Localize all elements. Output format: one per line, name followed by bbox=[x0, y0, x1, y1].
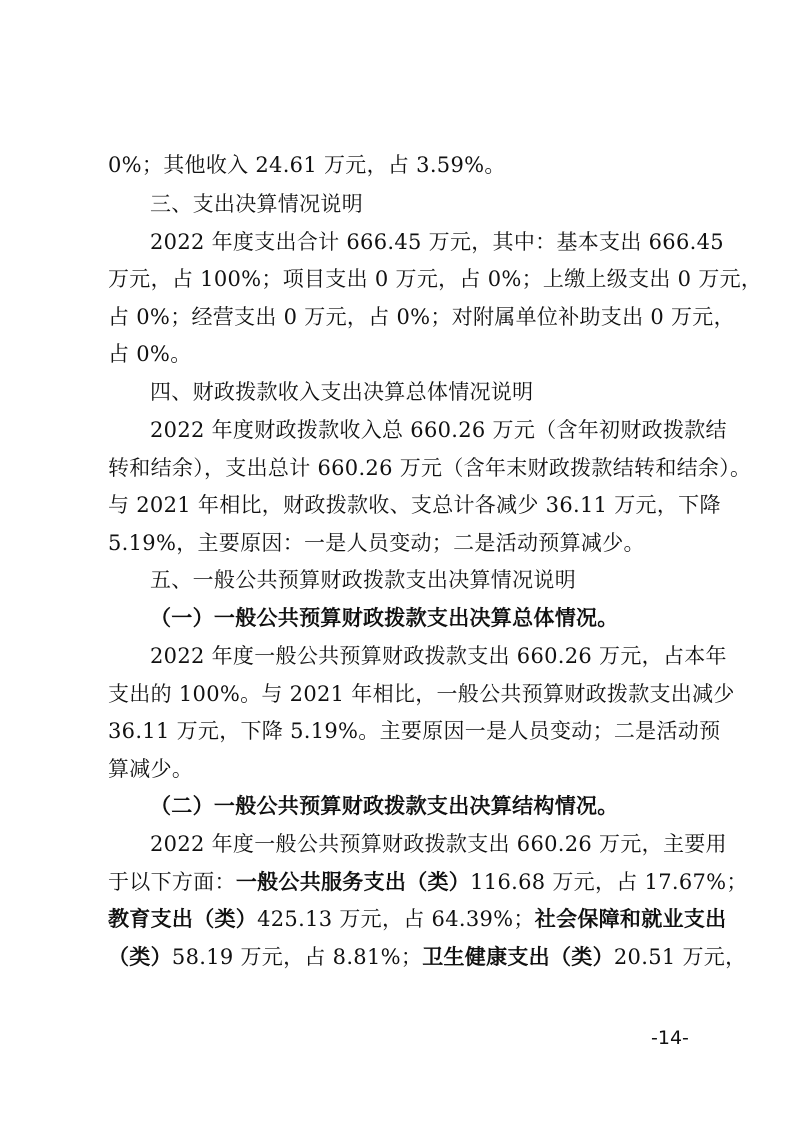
bold-category: 社会保障和就业支出 bbox=[534, 906, 727, 931]
paragraph-line-mixed bbox=[108, 942, 747, 972]
paragraph-line: 5.19%，主要原因：一是人员变动；二是活动预算减少。 bbox=[108, 531, 645, 555]
paragraph-line: 与 2021 年相比，财政拨款收、支总计各减少 36.11 万元，下降 bbox=[108, 493, 721, 517]
paragraph-line: 支出的 100%。与 2021 年相比，一般公共预算财政拨款支出减少 bbox=[108, 682, 735, 706]
paragraph-line: 万元，占 100%；项目支出 0 万元，占 0%；上缴上级支出 0 万元， bbox=[108, 267, 763, 291]
text-run: 20.51 万元， bbox=[613, 945, 747, 969]
subsection-heading: （一）一般公共预算财政拨款支出决算总体情况。 bbox=[150, 605, 619, 630]
text-run: 于以下方面： bbox=[108, 870, 236, 894]
text-run: 425.13 万元，占 64.39%； bbox=[257, 907, 535, 931]
page-number: -14- bbox=[651, 1027, 689, 1049]
paragraph-line-mixed bbox=[108, 904, 727, 934]
paragraph-line: 转和结余），支出总计 660.26 万元（含年末财政拨款结转和结余）。 bbox=[108, 456, 752, 480]
bold-category: 一般公共服务支出（类） bbox=[235, 869, 471, 894]
paragraph-line-mixed bbox=[108, 867, 748, 897]
paragraph-line: 2022 年度一般公共预算财政拨款支出 660.26 万元，主要用 bbox=[150, 832, 727, 856]
subsection-heading: （二）一般公共预算财政拨款支出决算结构情况。 bbox=[150, 793, 619, 818]
bold-category: 教育支出（类） bbox=[108, 906, 258, 931]
section-heading: 五、一般公共预算财政拨款支出决算情况说明 bbox=[150, 568, 576, 592]
paragraph-line: 算减少。 bbox=[108, 757, 194, 781]
paragraph-line: 占 0%。 bbox=[108, 342, 192, 366]
section-heading: 四、财政拨款收入支出决算总体情况说明 bbox=[150, 380, 534, 404]
paragraph-line: 0%；其他收入 24.61 万元，占 3.59%。 bbox=[108, 153, 506, 177]
paragraph-line: 2022 年度支出合计 666.45 万元，其中：基本支出 666.45 bbox=[150, 230, 724, 254]
section-heading: 三、支出决算情况说明 bbox=[150, 192, 363, 216]
text-run: 58.19 万元，占 8.81%； bbox=[171, 945, 423, 969]
bold-category: 卫生健康支出（类） bbox=[422, 944, 614, 969]
paragraph-line: 占 0%；经营支出 0 万元，占 0%；对附属单位补助支出 0 万元， bbox=[108, 305, 735, 329]
paragraph-line: 36.11 万元，下降 5.19%。主要原因一是人员变动；二是活动预 bbox=[108, 719, 721, 743]
paragraph-line: 2022 年度一般公共预算财政拨款支出 660.26 万元，占本年 bbox=[150, 644, 727, 668]
paragraph-line: 2022 年度财政拨款收入总 660.26 万元（含年初财政拨款结 bbox=[150, 418, 727, 442]
text-run: 116.68 万元，占 17.67%； bbox=[470, 870, 748, 894]
bold-category: （类） bbox=[108, 944, 172, 969]
